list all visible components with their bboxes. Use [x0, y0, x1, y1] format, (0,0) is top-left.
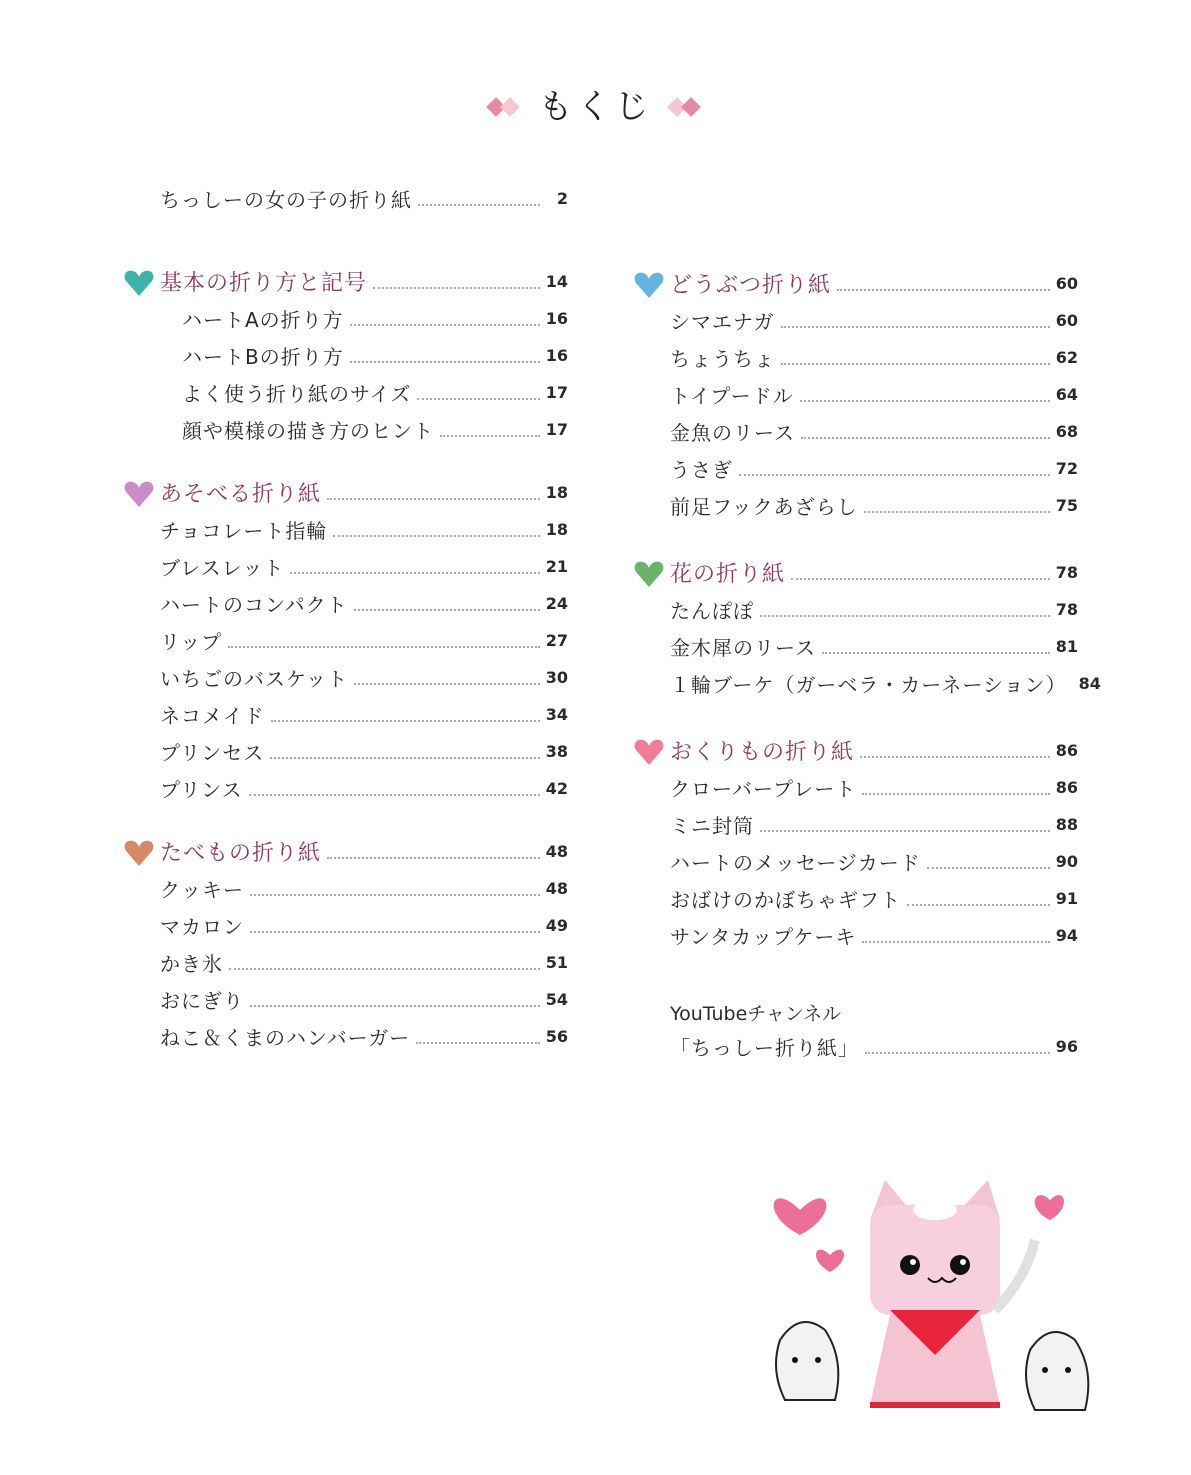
- toc-page: 56: [545, 1027, 568, 1046]
- heart-teal-icon: [124, 269, 154, 297]
- toc-section: [670, 732, 1078, 954]
- toc-row[interactable]: [160, 733, 568, 770]
- cat-figure-icon: [870, 1180, 1035, 1405]
- toc-section-header[interactable]: [670, 732, 1078, 769]
- toc-page: 2: [556, 189, 568, 208]
- toc-row[interactable]: [670, 1028, 1078, 1065]
- toc-page: 96: [1055, 1037, 1078, 1056]
- leader-dots: [270, 757, 540, 759]
- leader-dots: [739, 474, 1050, 476]
- toc-row[interactable]: [670, 376, 1078, 413]
- leader-dots: [271, 720, 540, 722]
- toc-row[interactable]: [670, 665, 1101, 702]
- leader-dots: [417, 398, 539, 400]
- toc-label: プリンス: [160, 778, 243, 802]
- section-title: おくりもの折り紙: [670, 740, 855, 765]
- toc-page: 62: [1055, 348, 1078, 367]
- toc-page: 88: [1055, 815, 1078, 834]
- leader-dots: [327, 498, 540, 500]
- toc-label: ちっしーの女の子の折り紙: [160, 188, 412, 212]
- toc-label: ハートのコンパクト: [160, 593, 348, 617]
- toc-page: 68: [1055, 422, 1078, 441]
- toc-label: リップ: [160, 630, 223, 654]
- leader-dots: [290, 572, 539, 574]
- section-title: 基本の折り方と記号: [160, 271, 368, 296]
- leader-dots: [228, 646, 540, 648]
- leader-dots: [860, 756, 1050, 758]
- toc-row[interactable]: [160, 548, 568, 585]
- toc-label: １輪ブーケ（ガーベラ・カーネーション）: [670, 673, 1067, 697]
- toc-label: マカロン: [160, 915, 244, 939]
- toc-page: 64: [1055, 385, 1078, 404]
- leader-dots: [862, 793, 1050, 795]
- toc-page: 42: [545, 779, 568, 798]
- toc-page: 81: [1055, 637, 1078, 656]
- toc-row[interactable]: [670, 628, 1078, 665]
- leader-dots: [927, 867, 1050, 869]
- heart-blue-icon: [634, 271, 664, 299]
- toc-row[interactable]: [670, 843, 1078, 880]
- toc-section-header[interactable]: [670, 265, 1078, 302]
- toc-left-column: [160, 263, 568, 1055]
- toc-section: [160, 474, 568, 807]
- toc-label: いちごのバスケット: [160, 667, 348, 691]
- toc-page: 24: [545, 594, 568, 613]
- toc-section-header[interactable]: [670, 554, 1078, 591]
- leader-dots: [760, 830, 1050, 832]
- toc-row[interactable]: [670, 769, 1078, 806]
- toc-row[interactable]: [160, 907, 568, 944]
- leader-dots: [418, 204, 540, 206]
- toc-row[interactable]: [670, 880, 1078, 917]
- toc-row[interactable]: [670, 302, 1078, 339]
- toc-label: よく使う折り紙のサイズ: [182, 382, 412, 406]
- leader-dots: [781, 326, 1050, 328]
- leader-dots: [791, 578, 1050, 580]
- toc-label: ミニ封筒: [670, 814, 754, 838]
- bird-right-icon: [1026, 1332, 1088, 1410]
- toc-label: 「ちっしー折り紙」: [670, 1036, 859, 1060]
- leader-dots: [354, 683, 540, 685]
- section-title: あそべる折り紙: [160, 482, 322, 507]
- leader-dots: [781, 363, 1050, 365]
- toc-page: 49: [545, 916, 568, 935]
- leader-dots: [440, 435, 540, 437]
- toc-row[interactable]: [670, 450, 1078, 487]
- toc-label: ネコメイド: [160, 704, 265, 728]
- toc-label: ちょうちょ: [670, 347, 775, 371]
- toc-page: 72: [1055, 459, 1078, 478]
- page-header: [0, 82, 1191, 132]
- intro-entry[interactable]: [160, 180, 568, 217]
- toc-row[interactable]: [160, 696, 568, 733]
- toc-row[interactable]: [160, 585, 568, 622]
- leader-dots: [800, 400, 1050, 402]
- toc-section-header[interactable]: [160, 474, 568, 511]
- section-title: 花の折り紙: [670, 562, 786, 587]
- toc-row[interactable]: [160, 300, 568, 337]
- toc-label: シマエナガ: [670, 310, 775, 334]
- leader-dots: [373, 287, 540, 289]
- toc-label: 前足フックあざらし: [670, 495, 858, 519]
- toc-section: [160, 263, 568, 448]
- leader-dots: [350, 361, 540, 363]
- toc-page: 84: [1078, 674, 1101, 693]
- toc-label: ハートBの折り方: [182, 345, 344, 369]
- toc-page: 18: [545, 520, 568, 539]
- toc-row[interactable]: [160, 870, 568, 907]
- leader-dots: [801, 437, 1050, 439]
- section-page: 86: [1055, 741, 1078, 760]
- section-page: 48: [545, 842, 568, 861]
- toc-row[interactable]: [160, 622, 568, 659]
- toc-row[interactable]: [160, 374, 568, 411]
- leader-dots: [250, 1005, 540, 1007]
- leader-dots: [250, 894, 540, 896]
- toc-label: うさぎ: [670, 458, 733, 482]
- toc-label: 金木犀のリース: [670, 636, 816, 660]
- heart-green-icon: [634, 560, 664, 588]
- toc-row[interactable]: [160, 411, 568, 448]
- toc-label: 顔や模様の描き方のヒント: [182, 419, 434, 443]
- toc-page: 17: [545, 383, 568, 402]
- toc-page: 38: [545, 742, 568, 761]
- heart-purple-icon: [124, 480, 154, 508]
- youtube-entry[interactable]: [670, 1000, 1078, 1065]
- toc-row[interactable]: [670, 917, 1078, 954]
- toc-page: 51: [545, 953, 568, 972]
- toc-label: ねこ＆くまのハンバーガー: [160, 1026, 411, 1050]
- toc-label: たんぽぽ: [670, 599, 754, 623]
- toc-page: 91: [1055, 889, 1078, 908]
- leader-dots: [354, 609, 540, 611]
- heart-orange-icon: [124, 839, 154, 867]
- toc-label: ハートAの折り方: [182, 308, 344, 332]
- toc-right-column: [670, 265, 1101, 954]
- leader-dots: [229, 968, 540, 970]
- section-title: どうぶつ折り紙: [670, 273, 832, 298]
- toc-label: ブレスレット: [160, 556, 285, 580]
- heart-pink-icon: [634, 738, 664, 766]
- leader-dots: [864, 511, 1050, 513]
- leader-dots: [862, 941, 1049, 943]
- toc-label: 金魚のリース: [670, 421, 795, 445]
- toc-page: 90: [1055, 852, 1078, 871]
- toc-row[interactable]: [160, 659, 568, 696]
- toc-label: おにぎり: [160, 989, 244, 1013]
- diamond-right-icon: [668, 95, 704, 119]
- toc-page: 54: [545, 990, 568, 1009]
- section-page: 18: [545, 483, 568, 502]
- toc-label: ハートのメッセージカード: [670, 851, 921, 875]
- leader-dots: [837, 289, 1050, 291]
- toc-page: 94: [1055, 926, 1078, 945]
- toc-page: 78: [1055, 600, 1078, 619]
- toc-page: 60: [1055, 311, 1078, 330]
- toc-row[interactable]: [670, 591, 1078, 628]
- toc-label: トイプードル: [670, 384, 794, 408]
- toc-row[interactable]: [160, 511, 568, 548]
- leader-dots: [822, 652, 1050, 654]
- leader-dots: [327, 857, 540, 859]
- toc-page: 30: [545, 668, 568, 687]
- toc-section-header[interactable]: [160, 263, 568, 300]
- leader-dots: [350, 324, 540, 326]
- toc-section-header[interactable]: [160, 833, 568, 870]
- leader-dots: [760, 615, 1050, 617]
- section-page: 78: [1055, 563, 1078, 582]
- toc-page: 17: [545, 420, 568, 439]
- toc-page: 86: [1055, 778, 1078, 797]
- section-page: 14: [545, 272, 568, 291]
- toc-row[interactable]: [160, 180, 568, 217]
- toc-page: 48: [545, 879, 568, 898]
- toc-label: プリンセス: [160, 741, 265, 765]
- youtube-line1: YouTubeチャンネル: [670, 1003, 842, 1025]
- toc-label: かき氷: [160, 952, 223, 976]
- toc-label: クッキー: [160, 878, 244, 902]
- toc-section: [670, 554, 1101, 702]
- leader-dots: [250, 931, 540, 933]
- toc-row[interactable]: [670, 487, 1078, 524]
- toc-section: [160, 833, 568, 1055]
- toc-row[interactable]: [160, 1018, 568, 1055]
- toc-page: 27: [545, 631, 568, 650]
- leader-dots: [865, 1052, 1050, 1054]
- toc-row[interactable]: [160, 981, 568, 1018]
- toc-row[interactable]: [160, 337, 568, 374]
- section-page: 60: [1055, 274, 1078, 293]
- leader-dots: [333, 535, 539, 537]
- toc-row[interactable]: [670, 339, 1078, 376]
- toc-label: チョコレート指輪: [160, 519, 328, 543]
- origami-cat-illustration: [760, 1160, 1120, 1420]
- toc-section: [670, 265, 1078, 524]
- toc-row[interactable]: [160, 770, 568, 807]
- diamond-left-icon: [487, 95, 523, 119]
- toc-label: サンタカップケーキ: [670, 925, 857, 949]
- page-title: もくじ: [538, 87, 653, 127]
- toc-label: クローバープレート: [670, 777, 857, 801]
- toc-page: 16: [545, 346, 568, 365]
- toc-page: 75: [1055, 496, 1078, 515]
- section-title: たべもの折り紙: [160, 841, 322, 866]
- toc-page: 34: [545, 705, 568, 724]
- toc-page: 21: [545, 557, 568, 576]
- toc-row[interactable]: [670, 413, 1078, 450]
- bird-left-icon: [776, 1322, 838, 1400]
- leader-dots: [907, 904, 1050, 906]
- toc-page: 16: [545, 309, 568, 328]
- leader-dots: [249, 794, 540, 796]
- toc-row[interactable]: [670, 806, 1078, 843]
- toc-label: おばけのかぼちゃギフト: [670, 888, 901, 912]
- toc-row[interactable]: [160, 944, 568, 981]
- leader-dots: [416, 1042, 540, 1044]
